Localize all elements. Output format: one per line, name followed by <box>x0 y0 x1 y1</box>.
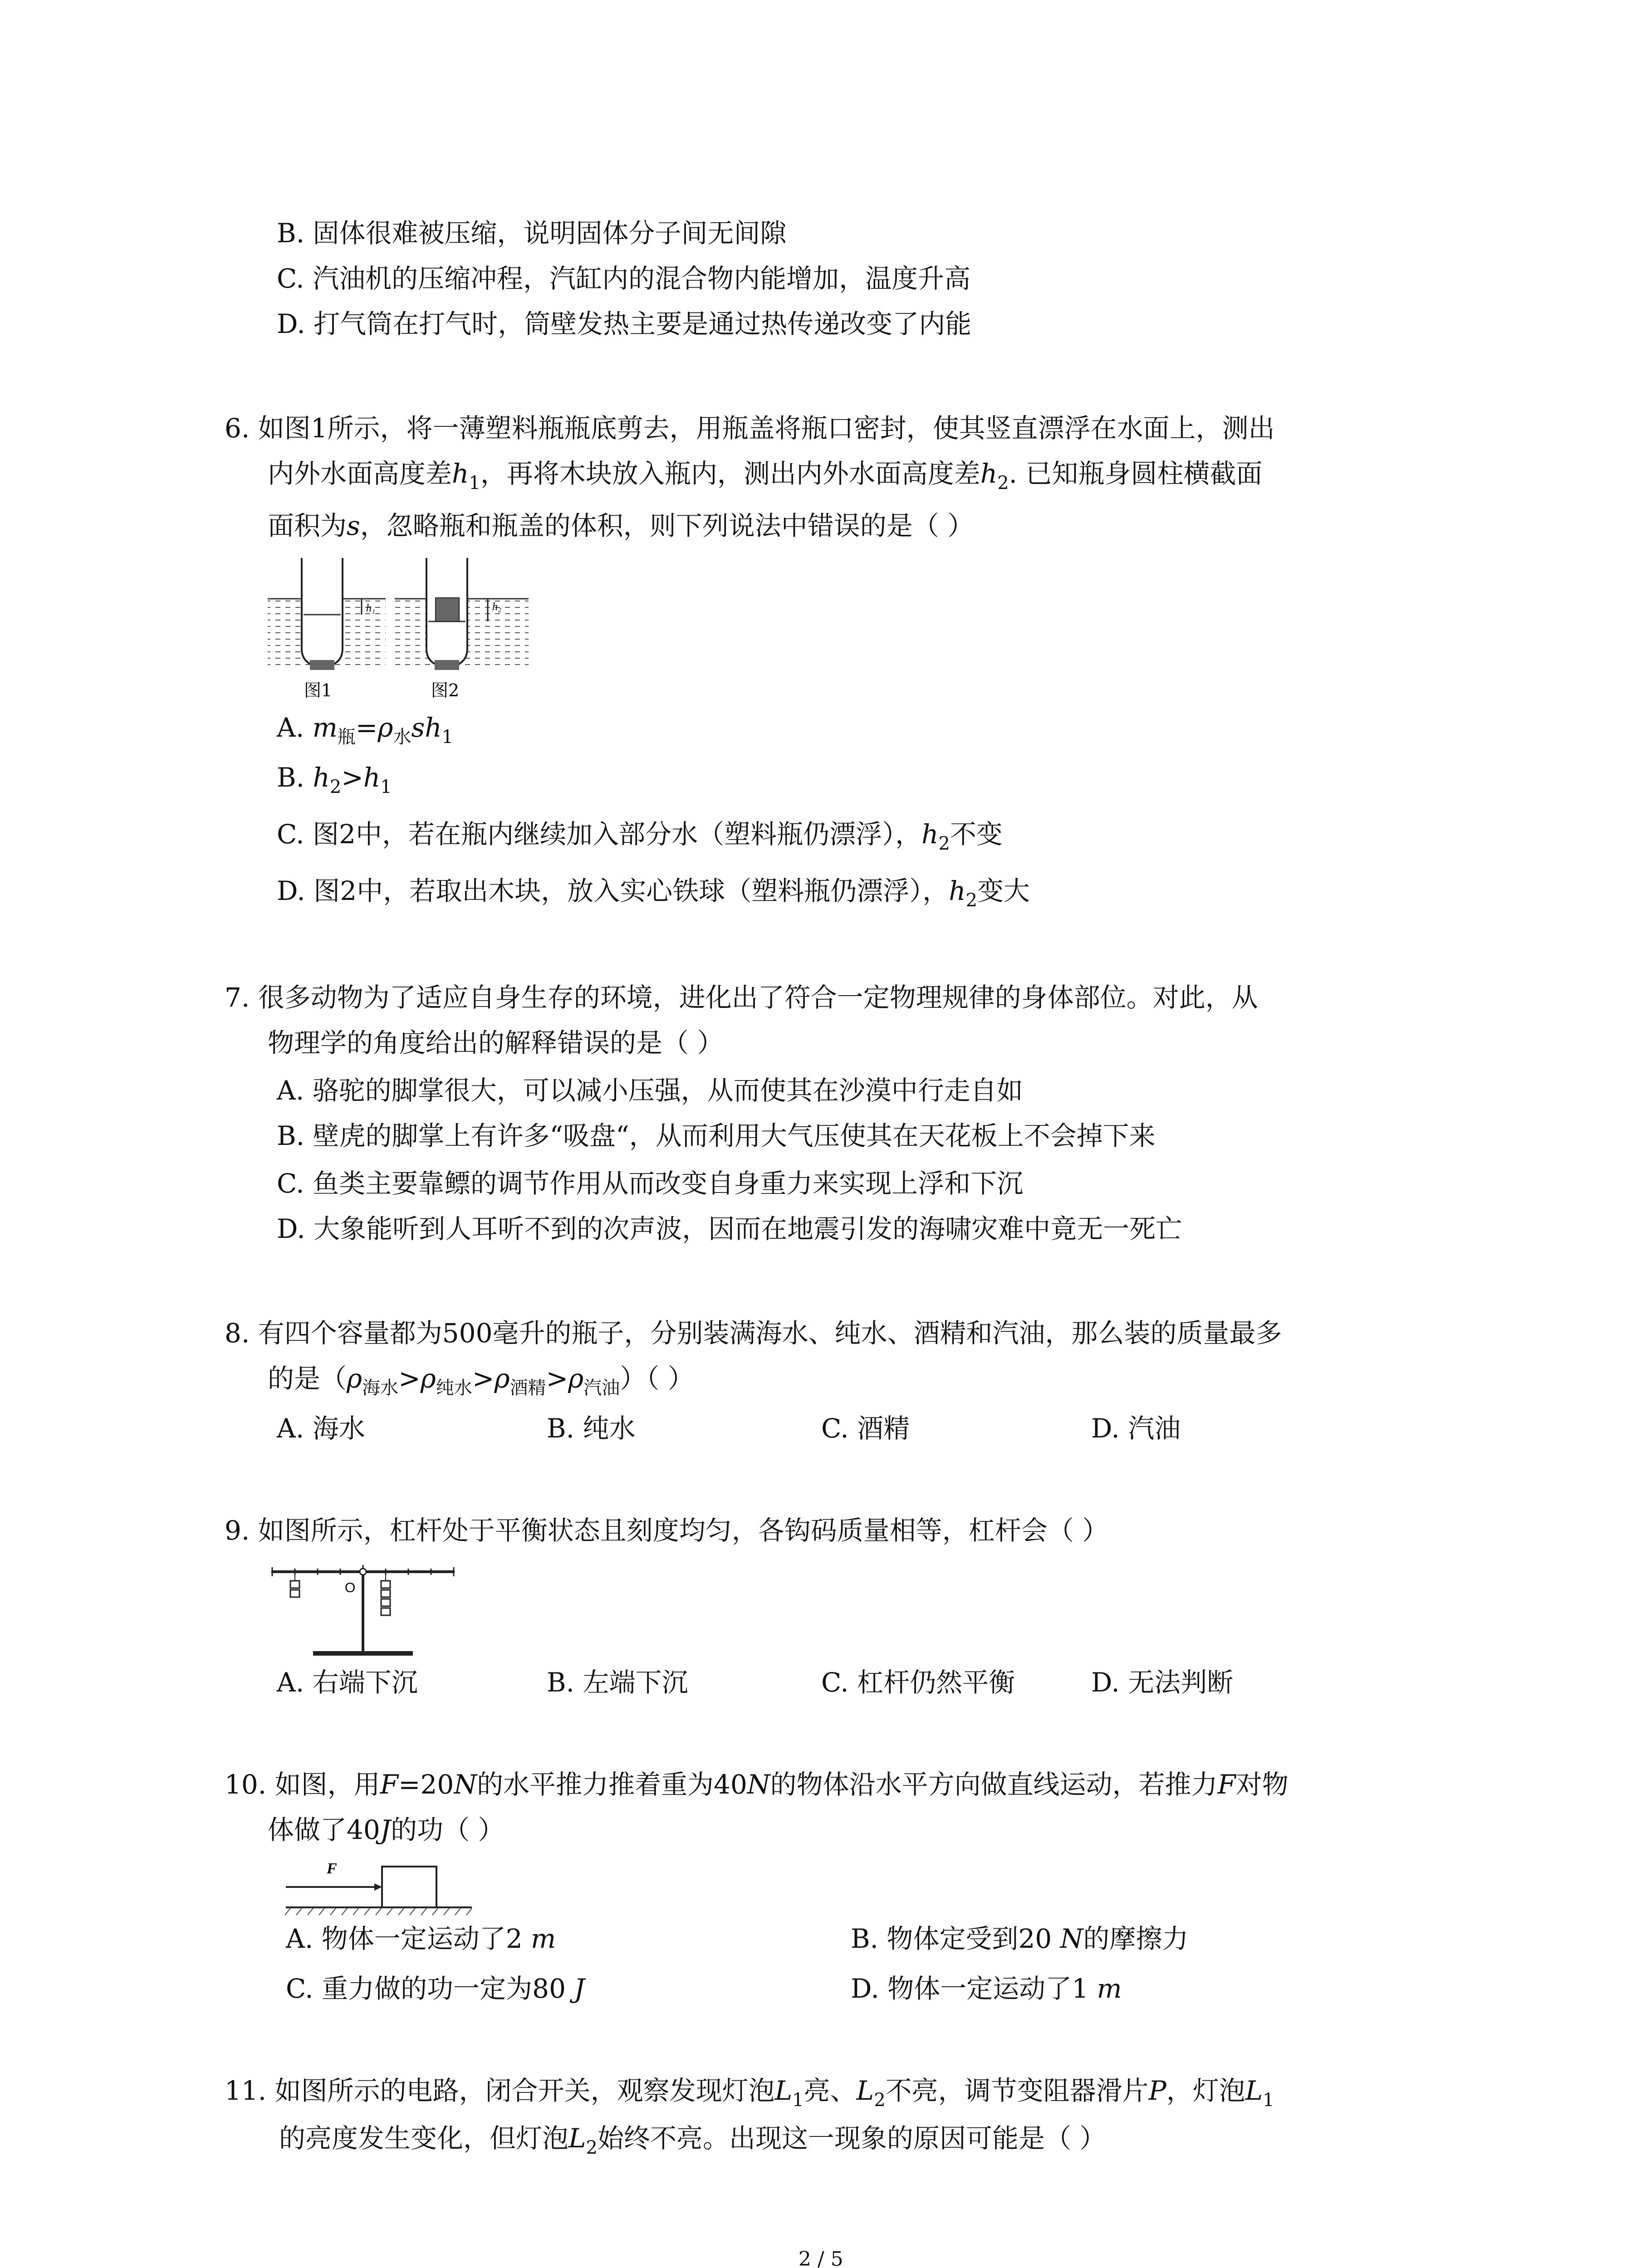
q11-sub: 1 <box>1263 2090 1274 2111</box>
pivot-label: O <box>345 1580 356 1595</box>
q10-text: D. 物体一定运动了1 <box>851 1973 1097 2004</box>
q6-sub: 2 <box>997 473 1009 494</box>
fig2-h-label: h₂ <box>492 601 502 613</box>
q10-unit: J <box>574 1973 585 2004</box>
q8-var-rho: ρ <box>494 1363 510 1394</box>
q8-text: ）（ ） <box>620 1363 694 1394</box>
q6-var-h: h <box>363 762 381 793</box>
q8-sub: 酒精 <box>509 1378 546 1398</box>
q11-var-l: L <box>856 2075 874 2106</box>
q7-option-a: A. 骆驼的脚掌很大，可以减小压强，从而使其在沙漠中行走自如 <box>277 1075 1023 1106</box>
q6-stem-line2 <box>268 460 1263 492</box>
q10-figure <box>281 1855 476 1919</box>
q11-stem-line1 <box>225 2077 1274 2109</box>
q10-stem-line2 <box>268 1814 505 1845</box>
q6-sub: 2 <box>938 833 950 854</box>
q8-option-a: A. 海水 <box>277 1413 365 1444</box>
q6-sub: 瓶 <box>337 727 356 748</box>
q6-text: 不变 <box>950 819 1003 850</box>
q10-text: C. 重力做的功一定为80 <box>286 1973 574 2004</box>
q6-text: ，再将木块放入瓶内，测出内外水面高度差 <box>480 458 980 489</box>
q10-unit: m <box>531 1923 556 1954</box>
q10-var-f: F <box>1217 1769 1236 1800</box>
q10-text: 的摩擦力 <box>1083 1923 1189 1954</box>
q6-stem-line1: 6. 如图1所示，将一薄塑料瓶瓶底剪去，用瓶盖将瓶口密封，使其竖直漂浮在水面上，测出 <box>225 413 1275 444</box>
q10-text: 对物 <box>1235 1769 1288 1800</box>
q8-option-d: D. 汽油 <box>1091 1413 1181 1444</box>
fig1-caption: 图1 <box>304 680 333 700</box>
q11-stem-line2 <box>279 2125 1106 2157</box>
q7-option-d: D. 大象能听到人耳听不到的次声波，因而在地震引发的海啸灾难中竟无一死亡 <box>277 1213 1182 1244</box>
q9-stem: 9. 如图所示，杠杆处于平衡状态且刻度均匀，各钩码质量相等，杠杆会（ ） <box>225 1515 1109 1546</box>
q6-text: C. 图2中，若在瓶内继续加入部分水（塑料瓶仍漂浮）， <box>277 819 922 850</box>
q8-var-rho: ρ <box>347 1363 362 1394</box>
q9-option-a: A. 右端下沉 <box>277 1667 418 1698</box>
q7-stem-line2: 物理学的角度给出的解释错误的是（ ） <box>268 1027 724 1058</box>
q10-var-f: F <box>380 1769 398 1800</box>
q10-text: 的功（ ） <box>391 1814 505 1845</box>
q6-gt: > <box>341 762 363 793</box>
q6-text: 面积为 <box>268 510 347 541</box>
q11-var-l: L <box>568 2123 586 2154</box>
q10-text: 的水平推力推着重为40 <box>477 1769 747 1800</box>
q10-unit: N <box>1060 1923 1083 1954</box>
q8-option-c: C. 酒精 <box>821 1413 910 1444</box>
q6-var-sh: sh <box>411 712 442 743</box>
q9-option-d: D. 无法判断 <box>1091 1667 1234 1698</box>
q6-var-h: h <box>313 762 330 793</box>
q6-var-h: h <box>980 458 998 489</box>
page-number: 2 / 5 <box>798 2248 843 2268</box>
q11-text: 不亮，调节变阻器滑片 <box>885 2075 1149 2106</box>
q10-option-b <box>851 1923 1189 1954</box>
q8-sub: 汽油 <box>583 1378 620 1398</box>
q6-text: . 已知瓶身圆柱横截面 <box>1009 458 1263 489</box>
q10-text: 10. 如图，用 <box>225 1769 380 1800</box>
q6-text: 变大 <box>977 875 1030 906</box>
q11-text: ，灯泡 <box>1166 2075 1245 2106</box>
q11-var-l: L <box>1245 2075 1263 2106</box>
q10-text: B. 物体定受到20 <box>851 1923 1060 1954</box>
q10-unit: m <box>1097 1973 1122 2004</box>
q11-text: 11. 如图所示的电路，闭合开关，观察发现灯泡 <box>225 2075 775 2106</box>
q6-option-a <box>277 714 453 746</box>
q6-sub: 1 <box>441 727 454 748</box>
option-label: B. <box>277 762 313 793</box>
force-label: F <box>327 1860 337 1877</box>
q7-stem-line1: 7. 很多动物为了适应自身生存的环境，进化出了符合一定物理规律的身体部位。对此，从 <box>225 982 1258 1013</box>
q6-sub: 水 <box>393 727 411 748</box>
q7-option-c: C. 鱼类主要靠鳔的调节作用从而改变自身重力来实现上浮和下沉 <box>277 1168 1024 1199</box>
q10-text: A. 物体一定运动了2 <box>286 1923 531 1954</box>
q6-eq: = <box>355 712 378 743</box>
q6-option-b <box>277 764 392 796</box>
q6-option-c <box>277 821 1003 853</box>
q8-sub: 纯水 <box>436 1378 472 1398</box>
q6-sub: 1 <box>469 473 480 494</box>
q6-text: 内外水面高度差 <box>268 458 452 489</box>
q6-var-m: m <box>312 712 338 743</box>
q8-var-rho: ρ <box>568 1363 584 1394</box>
q6-sub: 1 <box>380 777 392 797</box>
q6-var-h: h <box>452 458 469 489</box>
q9-option-b: B. 左端下沉 <box>547 1667 688 1698</box>
q8-gt: > <box>472 1363 495 1394</box>
q8-sub: 海水 <box>362 1378 399 1398</box>
q8-stem-line2 <box>268 1365 694 1397</box>
q5-option-d: D. 打气筒在打气时，筒壁发热主要是通过热传递改变了内能 <box>277 308 972 339</box>
q11-text: 亮、 <box>803 2075 857 2106</box>
q10-stem-line1 <box>225 1771 1288 1798</box>
fig1-h-label: h₁ <box>366 602 376 614</box>
q6-sub: 2 <box>329 777 342 797</box>
q10-text: 的物体沿水平方向做直线运动，若推力 <box>770 1769 1218 1800</box>
option-label: A. <box>277 712 313 743</box>
q10-option-a <box>286 1923 556 1954</box>
q6-stem-line3 <box>268 510 974 541</box>
q11-sub: 2 <box>874 2090 886 2111</box>
q8-text: 的是（ <box>268 1363 347 1394</box>
q6-figure <box>265 553 533 708</box>
q6-text: D. 图2中，若取出木块，放入实心铁球（塑料瓶仍漂浮）， <box>277 875 949 906</box>
q6-var-rho: ρ <box>377 712 393 743</box>
q6-var-h: h <box>921 819 939 850</box>
q8-gt: > <box>546 1363 568 1394</box>
q11-text: 的亮度发生变化，但灯泡 <box>279 2123 569 2154</box>
q5-option-c: C. 汽油机的压缩冲程，汽缸内的混合物内能增加，温度升高 <box>277 263 971 294</box>
q8-stem-line1: 8. 有四个容量都为500毫升的瓶子，分别装满海水、纯水、酒精和汽油，那么装的质量最多 <box>225 1318 1282 1349</box>
q10-text: =20 <box>398 1769 454 1800</box>
q6-var-h: h <box>949 875 966 906</box>
fig2-caption: 图2 <box>431 680 460 700</box>
q9-lever-figure <box>268 1560 458 1665</box>
q8-gt: > <box>398 1363 421 1394</box>
q6-text: ，忽略瓶和瓶盖的体积，则下列说法中错误的是（ ） <box>360 510 974 541</box>
q10-var-n: N <box>747 1769 770 1800</box>
q11-var-l: L <box>774 2075 793 2106</box>
q10-var-n: N <box>454 1769 477 1800</box>
q6-var-s: s <box>347 510 360 541</box>
q8-option-b: B. 纯水 <box>547 1413 636 1444</box>
q8-var-rho: ρ <box>420 1363 436 1394</box>
q10-option-d <box>851 1975 1122 2002</box>
q10-option-c <box>286 1975 585 2002</box>
q7-option-b: B. 壁虎的脚掌上有许多“吸盘“，从而利用大气压使其在天花板上不会掉下来 <box>277 1120 1156 1151</box>
q11-sub: 2 <box>586 2137 598 2158</box>
q6-option-d <box>277 875 1030 911</box>
q5-option-b: B. 固体很难被压缩，说明固体分子间无间隙 <box>277 218 787 249</box>
q9-option-c: C. 杠杆仍然平衡 <box>821 1667 1015 1698</box>
q6-sub: 2 <box>965 890 978 911</box>
q11-var-p: P <box>1148 2075 1166 2106</box>
q11-sub: 1 <box>792 2090 804 2111</box>
q10-text: 体做了40 <box>268 1814 380 1845</box>
q11-text: 始终不亮。出现这一现象的原因可能是（ ） <box>597 2123 1106 2154</box>
q10-var-j: J <box>380 1814 391 1845</box>
